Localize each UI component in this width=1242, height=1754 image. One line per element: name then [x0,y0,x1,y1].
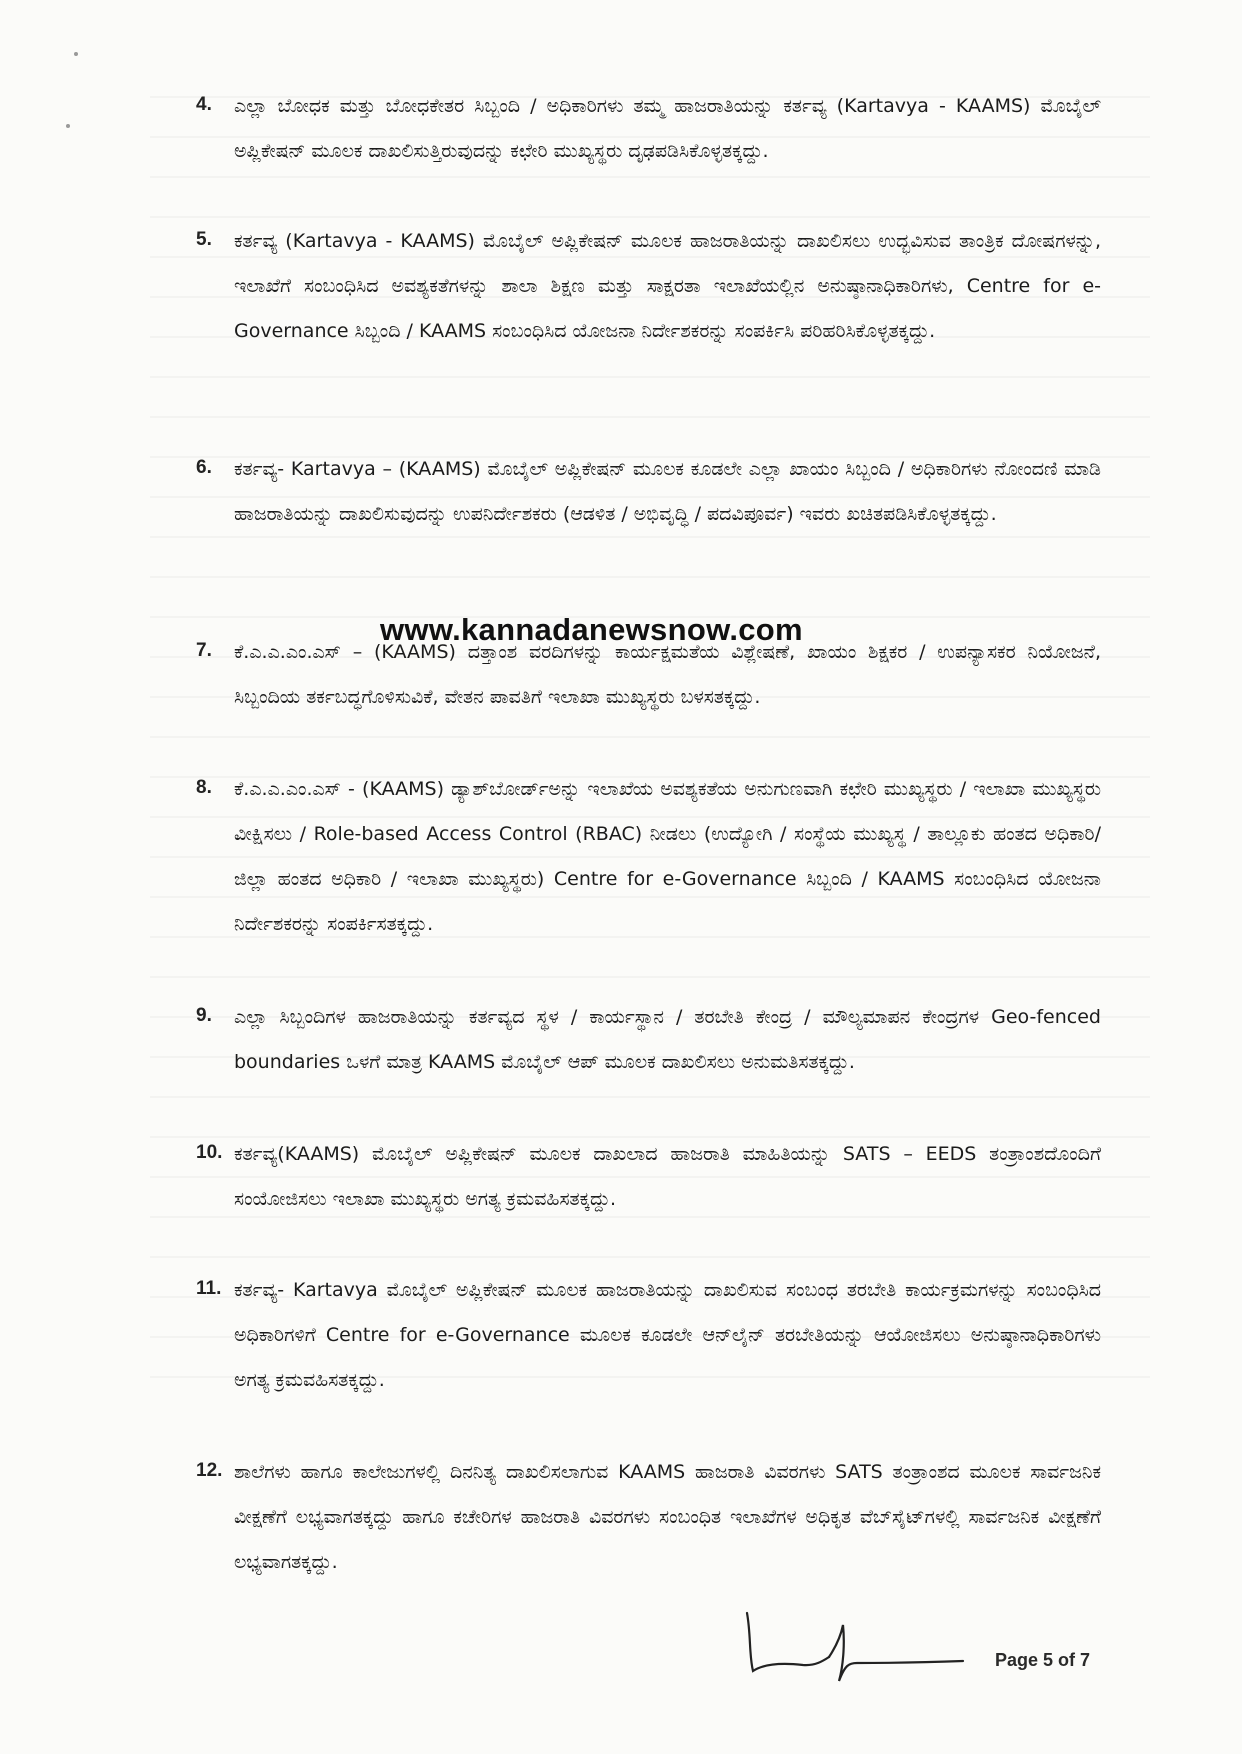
item-number: 6. [196,457,212,478]
list-item-12 [196,1450,1101,1585]
item-number: 11. [196,1278,222,1299]
item-number: 10. [196,1142,223,1163]
item-number: 12. [196,1460,223,1481]
item-number: 7. [196,640,212,661]
page-number: Page 5 of 7 [995,1650,1091,1670]
scan-speck [74,52,78,56]
list-item-5 [196,219,1101,354]
item-text: ಕೆ.ಎ.ಎ.ಎಂ.ಎಸ್ – (KAAMS) ದತ್ತಾಂಶ ವರದಿಗಳನ್ನು ಕಾರ್ಯಕ್ಷಮತೆಯ ವಿಶ್ಲೇಷಣೆ, ಖಾಯಂ ಶಿಕ್ಷಕರ / ಉಪನ್ಯಾಸಕರ ನಿಯೋಜನೆ, ಸಿಬ್ಬಂದಿಯ ತರ್ಕಬದ್ಧಗೊಳಿಸುವಿಕೆ, ವೇತನ ಪಾವತಿಗೆ ಇಲಾಖಾ ಮುಖ್ಯಸ್ಥರು ಬಳಸತಕ್ಕದ್ದು. [234,641,1101,708]
item-text: ಕರ್ತವ್ಯ- Kartavya – (KAAMS) ಮೊಬೈಲ್ ಅಪ್ಲಿಕೇಷನ್ ಮೂಲಕ ಕೂಡಲೇ ಎಲ್ಲಾ ಖಾಯಂ ಸಿಬ್ಬಂದಿ / ಅಧಿಕಾರಿಗಳು ನೋಂದಣಿ ಮಾಡಿ ಹಾಜರಾತಿಯನ್ನು ದಾಖಲಿಸುವುದನ್ನು ಉಪನಿರ್ದೇಶಕರು (ಆಡಳಿತ / ಅಭಿವೃದ್ಧಿ / ಪದವಿಪೂರ್ವ) ಇವರು ಖಚಿತಪಡಿಸಿಕೊಳ್ಳತಕ್ಕದ್ದು. [234,458,1101,525]
item-text: ಎಲ್ಲಾ ಬೋಧಕ ಮತ್ತು ಬೋಧಕೇತರ ಸಿಬ್ಬಂದಿ / ಅಧಿಕಾರಿಗಳು ತಮ್ಮ ಹಾಜರಾತಿಯನ್ನು ಕರ್ತವ್ಯ (Kartavya - KAAMS) ಮೊಬೈಲ್ ಅಪ್ಲಿಕೇಷನ್ ಮೂಲಕ ದಾಖಲಿಸುತ್ತಿರುವುದನ್ನು ಕಛೇರಿ ಮುಖ್ಯಸ್ಥರು ದೃಢಪಡಿಸಿಕೊಳ್ಳತಕ್ಕದ್ದು. [234,95,1101,162]
list-item-11 [196,1268,1101,1403]
website-watermark: www.kannadanewsnow.com [380,612,803,647]
item-text: ಎಲ್ಲಾ ಸಿಬ್ಬಂದಿಗಳ ಹಾಜರಾತಿಯನ್ನು ಕರ್ತವ್ಯದ ಸ್ಥಳ / ಕಾರ್ಯಸ್ಥಾನ / ತರಬೇತಿ ಕೇಂದ್ರ / ಮೌಲ್ಯಮಾಪನ ಕೇಂದ್ರಗಳ Geo-fenced boundaries ಒಳಗೆ ಮಾತ್ರ KAAMS ಮೊಬೈಲ್ ಆಪ್ ಮೂಲಕ ದಾಖಲಿಸಲು ಅನುಮತಿಸತಕ್ಕದ್ದು. [234,1006,1101,1073]
item-number: 4. [196,94,212,115]
item-text: ಕರ್ತವ್ಯ(KAAMS) ಮೊಬೈಲ್ ಅಪ್ಲಿಕೇಷನ್ ಮೂಲಕ ದಾಖಲಾದ ಹಾಜರಾತಿ ಮಾಹಿತಿಯನ್ನು SATS – EEDS ತಂತ್ರಾಂಶದೊಂದಿಗೆ ಸಂಯೋಜಿಸಲು ಇಲಾಖಾ ಮುಖ್ಯಸ್ಥರು ಅಗತ್ಯ ಕ್ರಮವಹಿಸತಕ್ಕದ್ದು. [234,1143,1101,1210]
item-number: 8. [196,777,212,798]
item-number: 5. [196,229,212,250]
signature [745,1605,965,1685]
item-text: ಕರ್ತವ್ಯ (Kartavya - KAAMS) ಮೊಬೈಲ್ ಅಪ್ಲಿಕೇಷನ್ ಮೂಲಕ ಹಾಜರಾತಿಯನ್ನು ದಾಖಲಿಸಲು ಉದ್ಭವಿಸುವ ತಾಂತ್ರಿಕ ದೋಷಗಳನ್ನು, ಇಲಾಖೆಗೆ ಸಂಬಂಧಿಸಿದ ಅವಶ್ಯಕತೆಗಳನ್ನು ಶಾಲಾ ಶಿಕ್ಷಣ ಮತ್ತು ಸಾಕ್ಷರತಾ ಇಲಾಖೆಯಲ್ಲಿನ ಅನುಷ್ಠಾನಾಧಿಕಾರಿಗಳು, Centre for e-Governance ಸಿಬ್ಬಂದಿ / KAAMS ಸಂಬಂಧಿಸಿದ ಯೋಜನಾ ನಿರ್ದೇಶಕರನ್ನು ಸಂಪರ್ಕಿಸಿ ಪರಿಹರಿಸಿಕೊಳ್ಳತಕ್ಕದ್ದು. [234,230,1101,342]
list-item-10 [196,1132,1101,1222]
list-item-9 [196,995,1101,1085]
list-item-6 [196,447,1101,537]
item-number: 9. [196,1005,212,1026]
item-text: ಕರ್ತವ್ಯ- Kartavya ಮೊಬೈಲ್ ಅಪ್ಲಿಕೇಷನ್ ಮೂಲಕ ಹಾಜರಾತಿಯನ್ನು ದಾಖಲಿಸುವ ಸಂಬಂಧ ತರಬೇತಿ ಕಾರ್ಯಕ್ರಮಗಳನ್ನು ಸಂಬಂಧಿಸಿದ ಅಧಿಕಾರಿಗಳಿಗೆ Centre for e-Governance ಮೂಲಕ ಕೂಡಲೇ ಆನ್‌ಲೈನ್ ತರಬೇತಿಯನ್ನು ಆಯೋಜಿಸಲು ಅನುಷ್ಠಾನಾಧಿಕಾರಿಗಳು ಅಗತ್ಯ ಕ್ರಮವಹಿಸತಕ್ಕದ್ದು. [234,1279,1101,1391]
item-text: ಕೆ.ಎ.ಎ.ಎಂ.ಎಸ್ - (KAAMS) ಡ್ಯಾಶ್‌ಬೋರ್ಡ್‌ಅನ್ನು ಇಲಾಖೆಯ ಅವಶ್ಯಕತೆಯ ಅನುಗುಣವಾಗಿ ಕಛೇರಿ ಮುಖ್ಯಸ್ಥರು / ಇಲಾಖಾ ಮುಖ್ಯಸ್ಥರು ವೀಕ್ಷಿಸಲು / Role-based Access Control (RBAC) ನೀಡಲು (ಉದ್ಯೋಗಿ / ಸಂಸ್ಥೆಯ ಮುಖ್ಯಸ್ಥ / ತಾಲ್ಲೂಕು ಹಂತದ ಅಧಿಕಾರಿ/ ಜಿಲ್ಲಾ ಹಂತದ ಅಧಿಕಾರಿ / ಇಲಾಖಾ ಮುಖ್ಯಸ್ಥರು) Centre for e-Governance ಸಿಬ್ಬಂದಿ / KAAMS ಸಂಬಂಧಿಸಿದ ಯೋಜನಾ ನಿರ್ದೇಶಕರನ್ನು ಸಂಪರ್ಕಿಸತಕ್ಕದ್ದು. [234,778,1101,935]
item-text: ಶಾಲೆಗಳು ಹಾಗೂ ಕಾಲೇಜುಗಳಲ್ಲಿ ದಿನನಿತ್ಯ ದಾಖಲಿಸಲಾಗುವ KAAMS ಹಾಜರಾತಿ ವಿವರಗಳು SATS ತಂತ್ರಾಂಶದ ಮೂಲಕ ಸಾರ್ವಜನಿಕ ವೀಕ್ಷಣೆಗೆ ಲಭ್ಯವಾಗತಕ್ಕದ್ದು ಹಾಗೂ ಕಚೇರಿಗಳ ಹಾಜರಾತಿ ವಿವರಗಳು ಸಂಬಂಧಿತ ಇಲಾಖೆಗಳ ಅಧಿಕೃತ ವೆಬ್‌ಸೈಟ್‌ಗಳಲ್ಲಿ ಸಾರ್ವಜನಿಕ ವೀಕ್ಷಣೆಗೆ ಲಭ್ಯವಾಗತಕ್ಕದ್ದು. [234,1461,1101,1573]
list-item-4 [196,84,1101,174]
list-item-8 [196,767,1101,947]
scan-speck [66,124,70,128]
